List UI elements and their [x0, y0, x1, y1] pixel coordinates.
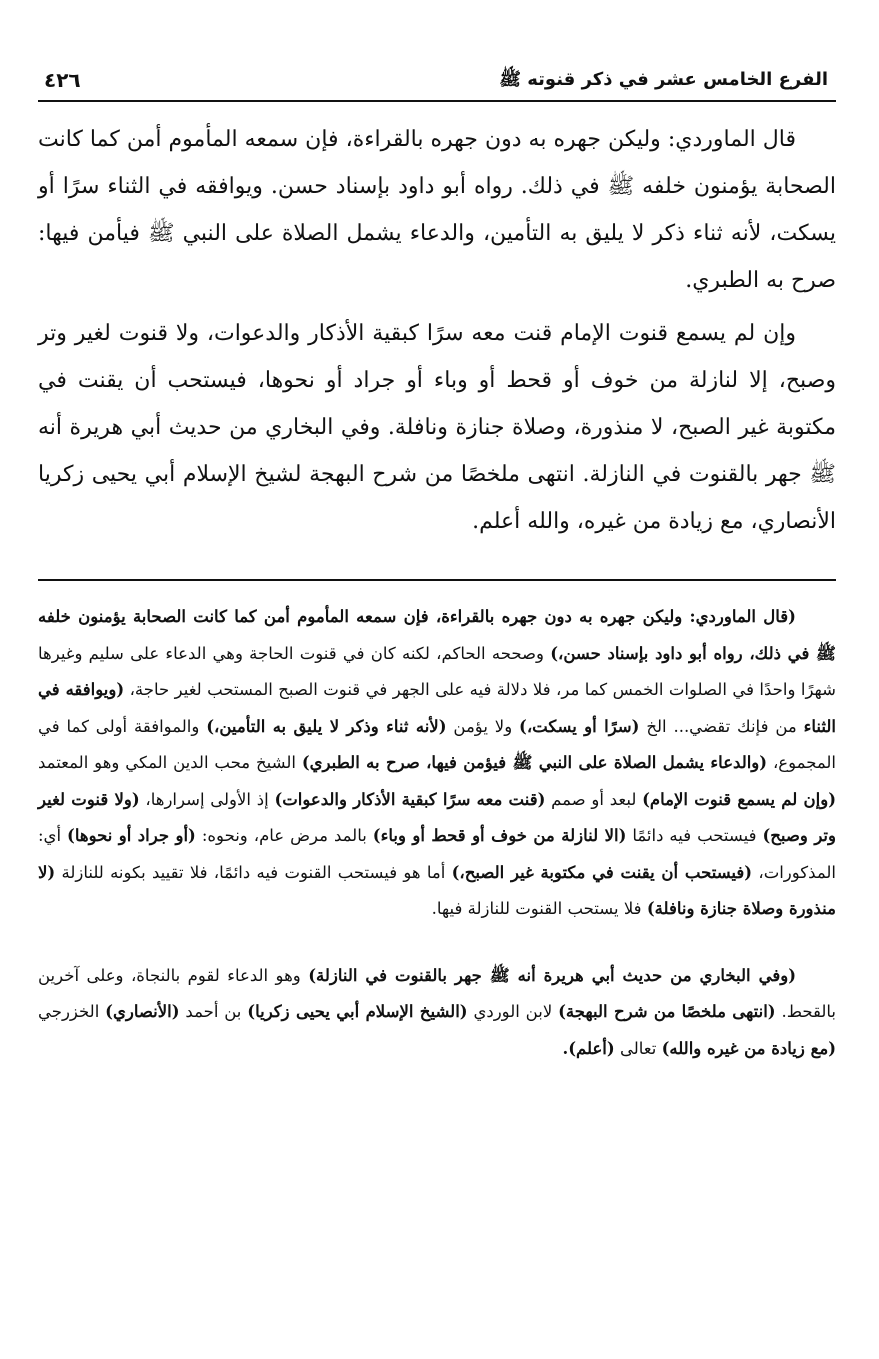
commentary-paragraph-2: [38, 958, 836, 1068]
quoted-source-text: (ويوافقه في الثناء: [38, 680, 836, 736]
commentary: [38, 599, 836, 1067]
quoted-source-text: (فيستحب أن يقنت في مكتوبة غير الصبح،): [451, 862, 753, 882]
commentary-text: الشيخ محب الدين المكي وهو المعتمد: [38, 753, 302, 772]
quoted-source-text: (لا منذورة وصلاة جنازة ونافلة): [38, 862, 836, 918]
quoted-source-text: (أعلم).: [562, 1038, 615, 1058]
commentary-text: أما هو فيستحب القنوت فيه دائمًا، فلا تقييد بكونه للنازلة: [55, 862, 452, 882]
quoted-source-text: (قال الماوردي: وليكن جهره به دون جهره بالقراءة، فإن سمعه المأموم أمن كما كانت الصحابة يؤمنون خلفه ﷺ في ذلك، رواه أبو داود بإسناد حسن،): [38, 607, 836, 663]
commentary-text: أي: المذكورات،: [38, 826, 836, 882]
commentary-text: لابن الوردي: [467, 1002, 559, 1021]
quoted-source-text: (قنت معه سرًا كبقية الأذكار والدعوات): [274, 789, 546, 809]
main-paragraph-2: وإن لم يسمع قنوت الإمام قنت معه سرًا كبقية الأذكار والدعوات، ولا قنوت لغير وتر وصبح، إلا لنازلة من خوف أو قحط أو وباء أو جراد أو نحوها، فيستحب أن يقنت في مكتوبة غير الصبح، لا منذورة، وصلاة جنازة ونافلة. وفي البخاري من حديث أبي هريرة أنه ﷺ جهر بالقنوت في النازلة. انتهى ملخصًا من شرح البهجة لشيخ الإسلام أبي يحيى زكريا الأنصاري، مع زيادة من غيره، والله أعلم.: [38, 321, 836, 534]
main-paragraph-1: قال الماوردي: وليكن جهره به دون جهره بالقراءة، فإن سمعه المأموم أمن كما كانت الصحابة يؤمنون خلفه ﷺ في ذلك. رواه أبو داود بإسناد حسن. ويوافقه في الثناء سرًا أو يسكت، لأنه ثناء ذكر لا يليق به التأمين، والدعاء يشمل الصلاة على النبي ﷺ فيأمن فيها: صرح به الطبري.: [38, 127, 837, 293]
commentary-text: من فإنك تقضي... الخ: [639, 716, 804, 736]
quoted-source-text: (انتهى ملخصًا من شرح البهجة): [558, 1002, 776, 1021]
commentary-text: وهو الدعاء لقوم بالنجاة، وعلى آخرين بالقحط.: [38, 965, 836, 1021]
commentary-text: تعالى: [614, 1038, 662, 1058]
quoted-source-text: (سرًا أو يسكت،): [519, 716, 640, 736]
quoted-source-text: (والدعاء يشمل الصلاة على النبي ﷺ فيؤمن فيها، صرح به الطبري): [301, 753, 768, 772]
quoted-source-text: (ولا قنوت لغير وتر وصبح): [38, 789, 836, 845]
commentary-divider: [38, 579, 836, 581]
page-number: ٤٢٦: [44, 68, 81, 92]
quoted-source-text: (وإن لم يسمع قنوت الإمام): [642, 789, 836, 809]
quoted-source-text: (الأنصاري): [105, 1002, 180, 1021]
commentary-text: الخزرجي: [38, 1002, 106, 1021]
quoted-source-text: (الشيخ الإسلام أبي يحيى زكريا): [247, 1002, 468, 1021]
commentary-text: ولا يؤمن: [446, 716, 520, 736]
main-text: [38, 116, 836, 545]
running-header: [38, 40, 836, 102]
quoted-source-text: (أو جراد أو نحوها): [67, 826, 196, 845]
quoted-source-text: (مع زيادة من غيره والله): [661, 1038, 836, 1058]
book-page: [38, 40, 836, 1330]
commentary-text: فيستحب فيه دائمًا: [626, 826, 763, 845]
commentary-text: وصححه الحاكم، لكنه كان في قنوت الحاجة وهي الدعاء على سليم وغيرها شهرًا واحدًا في الصلوات الخمس كما مر، فلا دلالة فيه على الجهر في قنوت الصبح المستحب لغير حاجة،: [38, 643, 836, 699]
commentary-text: بن أحمد: [179, 1002, 248, 1021]
commentary-text: فلا يستحب القنوت للنازلة فيها.: [431, 899, 647, 918]
commentary-text: لبعد أو صمم: [545, 789, 643, 809]
quoted-source-text: (لأنه ثناء وذكر لا يليق به التأمين،): [206, 716, 447, 736]
quoted-source-text: (وفي البخاري من حديث أبي هريرة أنه ﷺ جهر بالقنوت في النازلة): [308, 965, 796, 985]
commentary-text: والموافقة أولى كما في المجموع،: [38, 716, 837, 772]
quoted-source-text: (الا لنازلة من خوف أو قحط أو وباء): [372, 826, 627, 845]
chapter-title: الفرع الخامس عشر في ذكر قنوته ﷺ: [499, 69, 828, 90]
commentary-text: إذ الأولى إسرارها،: [139, 789, 275, 809]
commentary-paragraph-1: [38, 599, 836, 928]
commentary-text: بالمد مرض عام، ونحوه:: [195, 826, 373, 845]
